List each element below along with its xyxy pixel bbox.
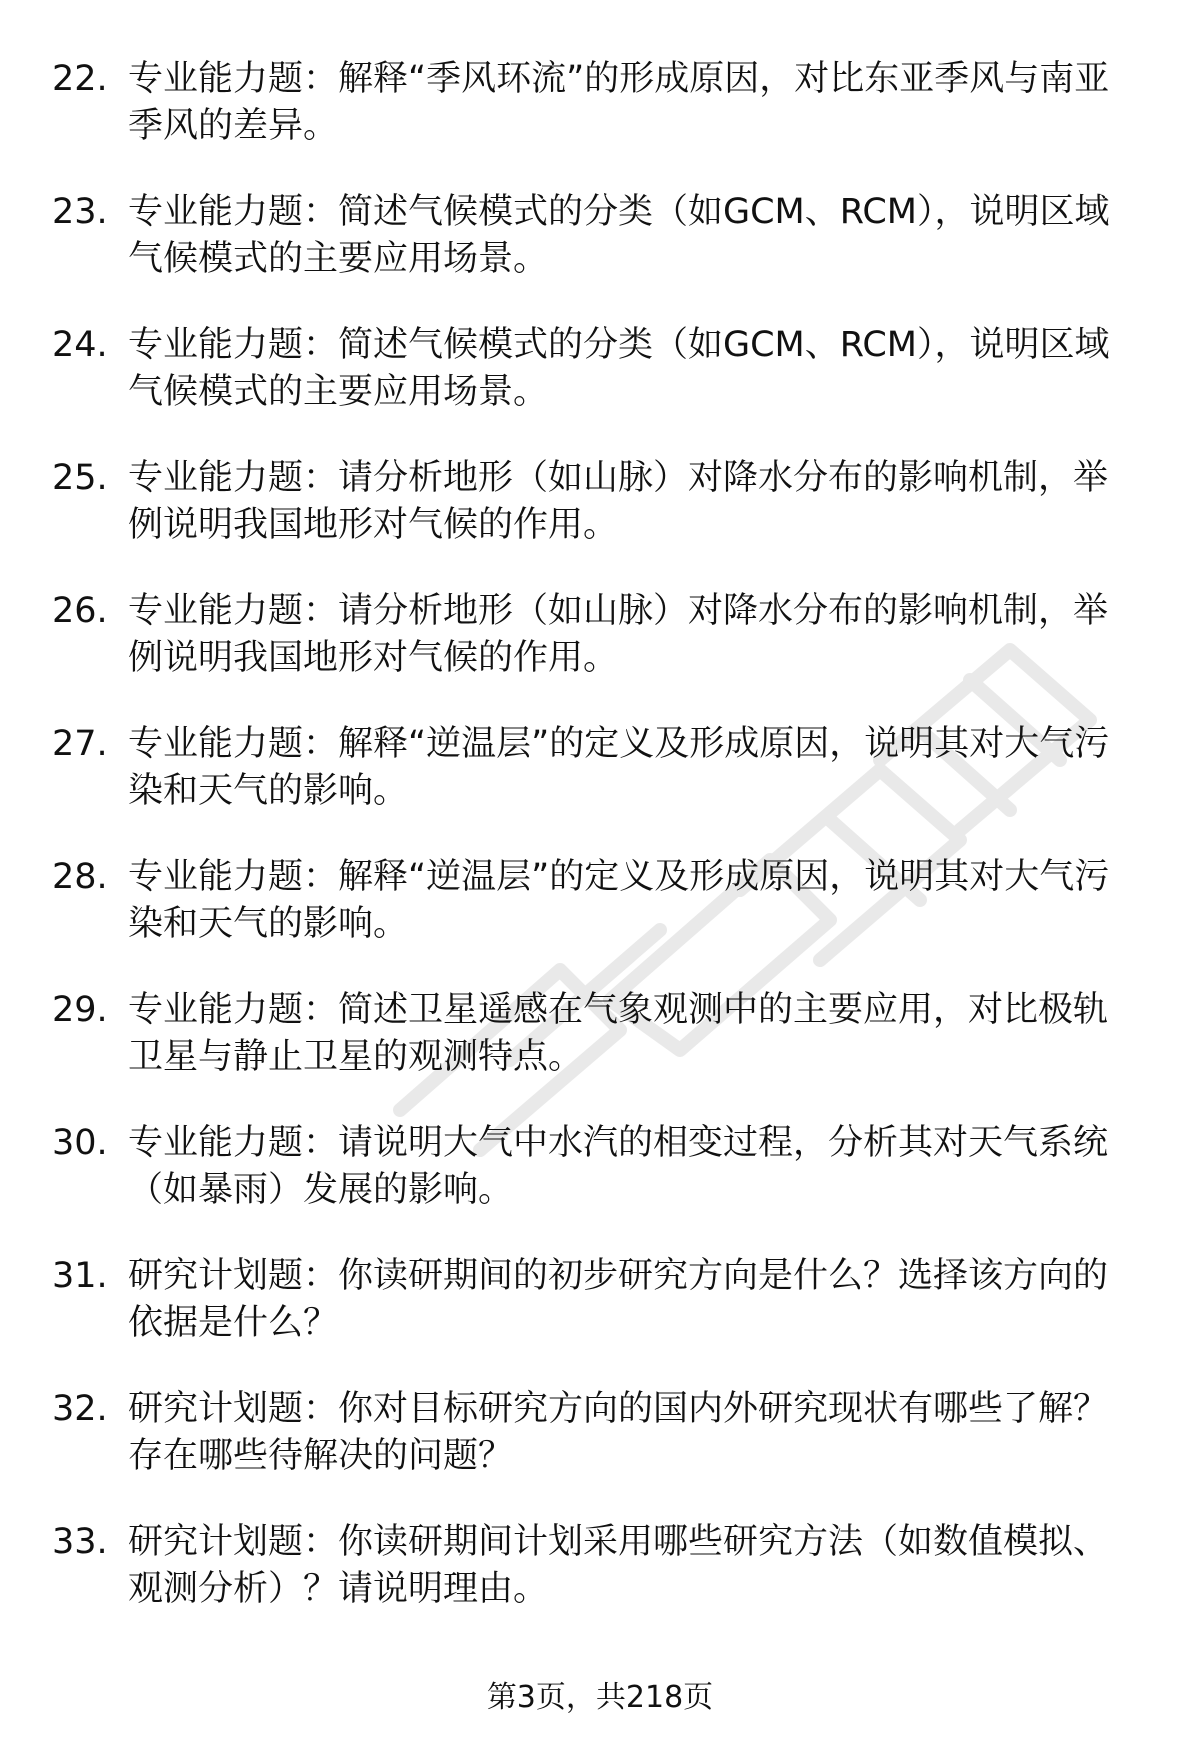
question-number: 23. bbox=[52, 192, 108, 232]
question-text: 专业能力题：请说明大气中水汽的相变过程，分析其对天气系统（如暴雨）发展的影响。 bbox=[128, 1123, 1109, 1210]
question-number: 26. bbox=[52, 591, 108, 631]
question-number: 31. bbox=[52, 1256, 108, 1296]
question-number: 32. bbox=[52, 1389, 108, 1429]
question-item-32 bbox=[52, 1386, 1142, 1519]
question-text: 专业能力题：解释“逆温层”的定义及形成原因，说明其对大气污染和天气的影响。 bbox=[128, 724, 1110, 811]
question-item-33 bbox=[52, 1519, 1142, 1652]
question-text: 研究计划题：你对目标研究方向的国内外研究现状有哪些了解？存在哪些待解决的问题？ bbox=[128, 1389, 1109, 1476]
question-text: 专业能力题：简述气候模式的分类（如GCM、RCM），说明区域气候模式的主要应用场景。 bbox=[128, 325, 1110, 412]
question-item-30 bbox=[52, 1120, 1142, 1253]
question-item-31 bbox=[52, 1253, 1142, 1386]
question-text: 专业能力题：简述卫星遥感在气象观测中的主要应用，对比极轨卫星与静止卫星的观测特点。 bbox=[128, 990, 1109, 1077]
question-item-25 bbox=[52, 455, 1142, 588]
question-text: 研究计划题：你读研期间的初步研究方向是什么？选择该方向的依据是什么？ bbox=[128, 1256, 1109, 1343]
question-number: 25. bbox=[52, 458, 108, 498]
question-item-22 bbox=[52, 56, 1142, 189]
question-item-23 bbox=[52, 189, 1142, 322]
question-item-28 bbox=[52, 854, 1142, 987]
question-text: 研究计划题：你读研期间计划采用哪些研究方法（如数值模拟、观测分析）？请说明理由。 bbox=[128, 1522, 1109, 1609]
question-item-24 bbox=[52, 322, 1142, 455]
question-number: 22. bbox=[52, 59, 108, 99]
question-number: 24. bbox=[52, 325, 108, 365]
question-number: 27. bbox=[52, 724, 108, 764]
question-list bbox=[52, 56, 1142, 1652]
question-text: 专业能力题：简述气候模式的分类（如GCM、RCM），说明区域气候模式的主要应用场景。 bbox=[128, 192, 1110, 279]
question-item-27 bbox=[52, 721, 1142, 854]
question-item-29 bbox=[52, 987, 1142, 1120]
question-number: 29. bbox=[52, 990, 108, 1030]
question-text: 专业能力题：解释“季风环流”的形成原因，对比东亚季风与南亚季风的差异。 bbox=[128, 59, 1110, 146]
question-number: 28. bbox=[52, 857, 108, 897]
question-text: 专业能力题：请分析地形（如山脉）对降水分布的影响机制，举例说明我国地形对气候的作用。 bbox=[128, 591, 1109, 678]
question-text: 专业能力题：请分析地形（如山脉）对降水分布的影响机制，举例说明我国地形对气候的作用。 bbox=[128, 458, 1109, 545]
question-text: 专业能力题：解释“逆温层”的定义及形成原因，说明其对大气污染和天气的影响。 bbox=[128, 857, 1110, 944]
question-number: 30. bbox=[52, 1123, 108, 1163]
question-item-26 bbox=[52, 588, 1142, 721]
question-number: 33. bbox=[52, 1522, 108, 1562]
page-number-footer: 第3页，共218页 bbox=[486, 1680, 714, 1715]
